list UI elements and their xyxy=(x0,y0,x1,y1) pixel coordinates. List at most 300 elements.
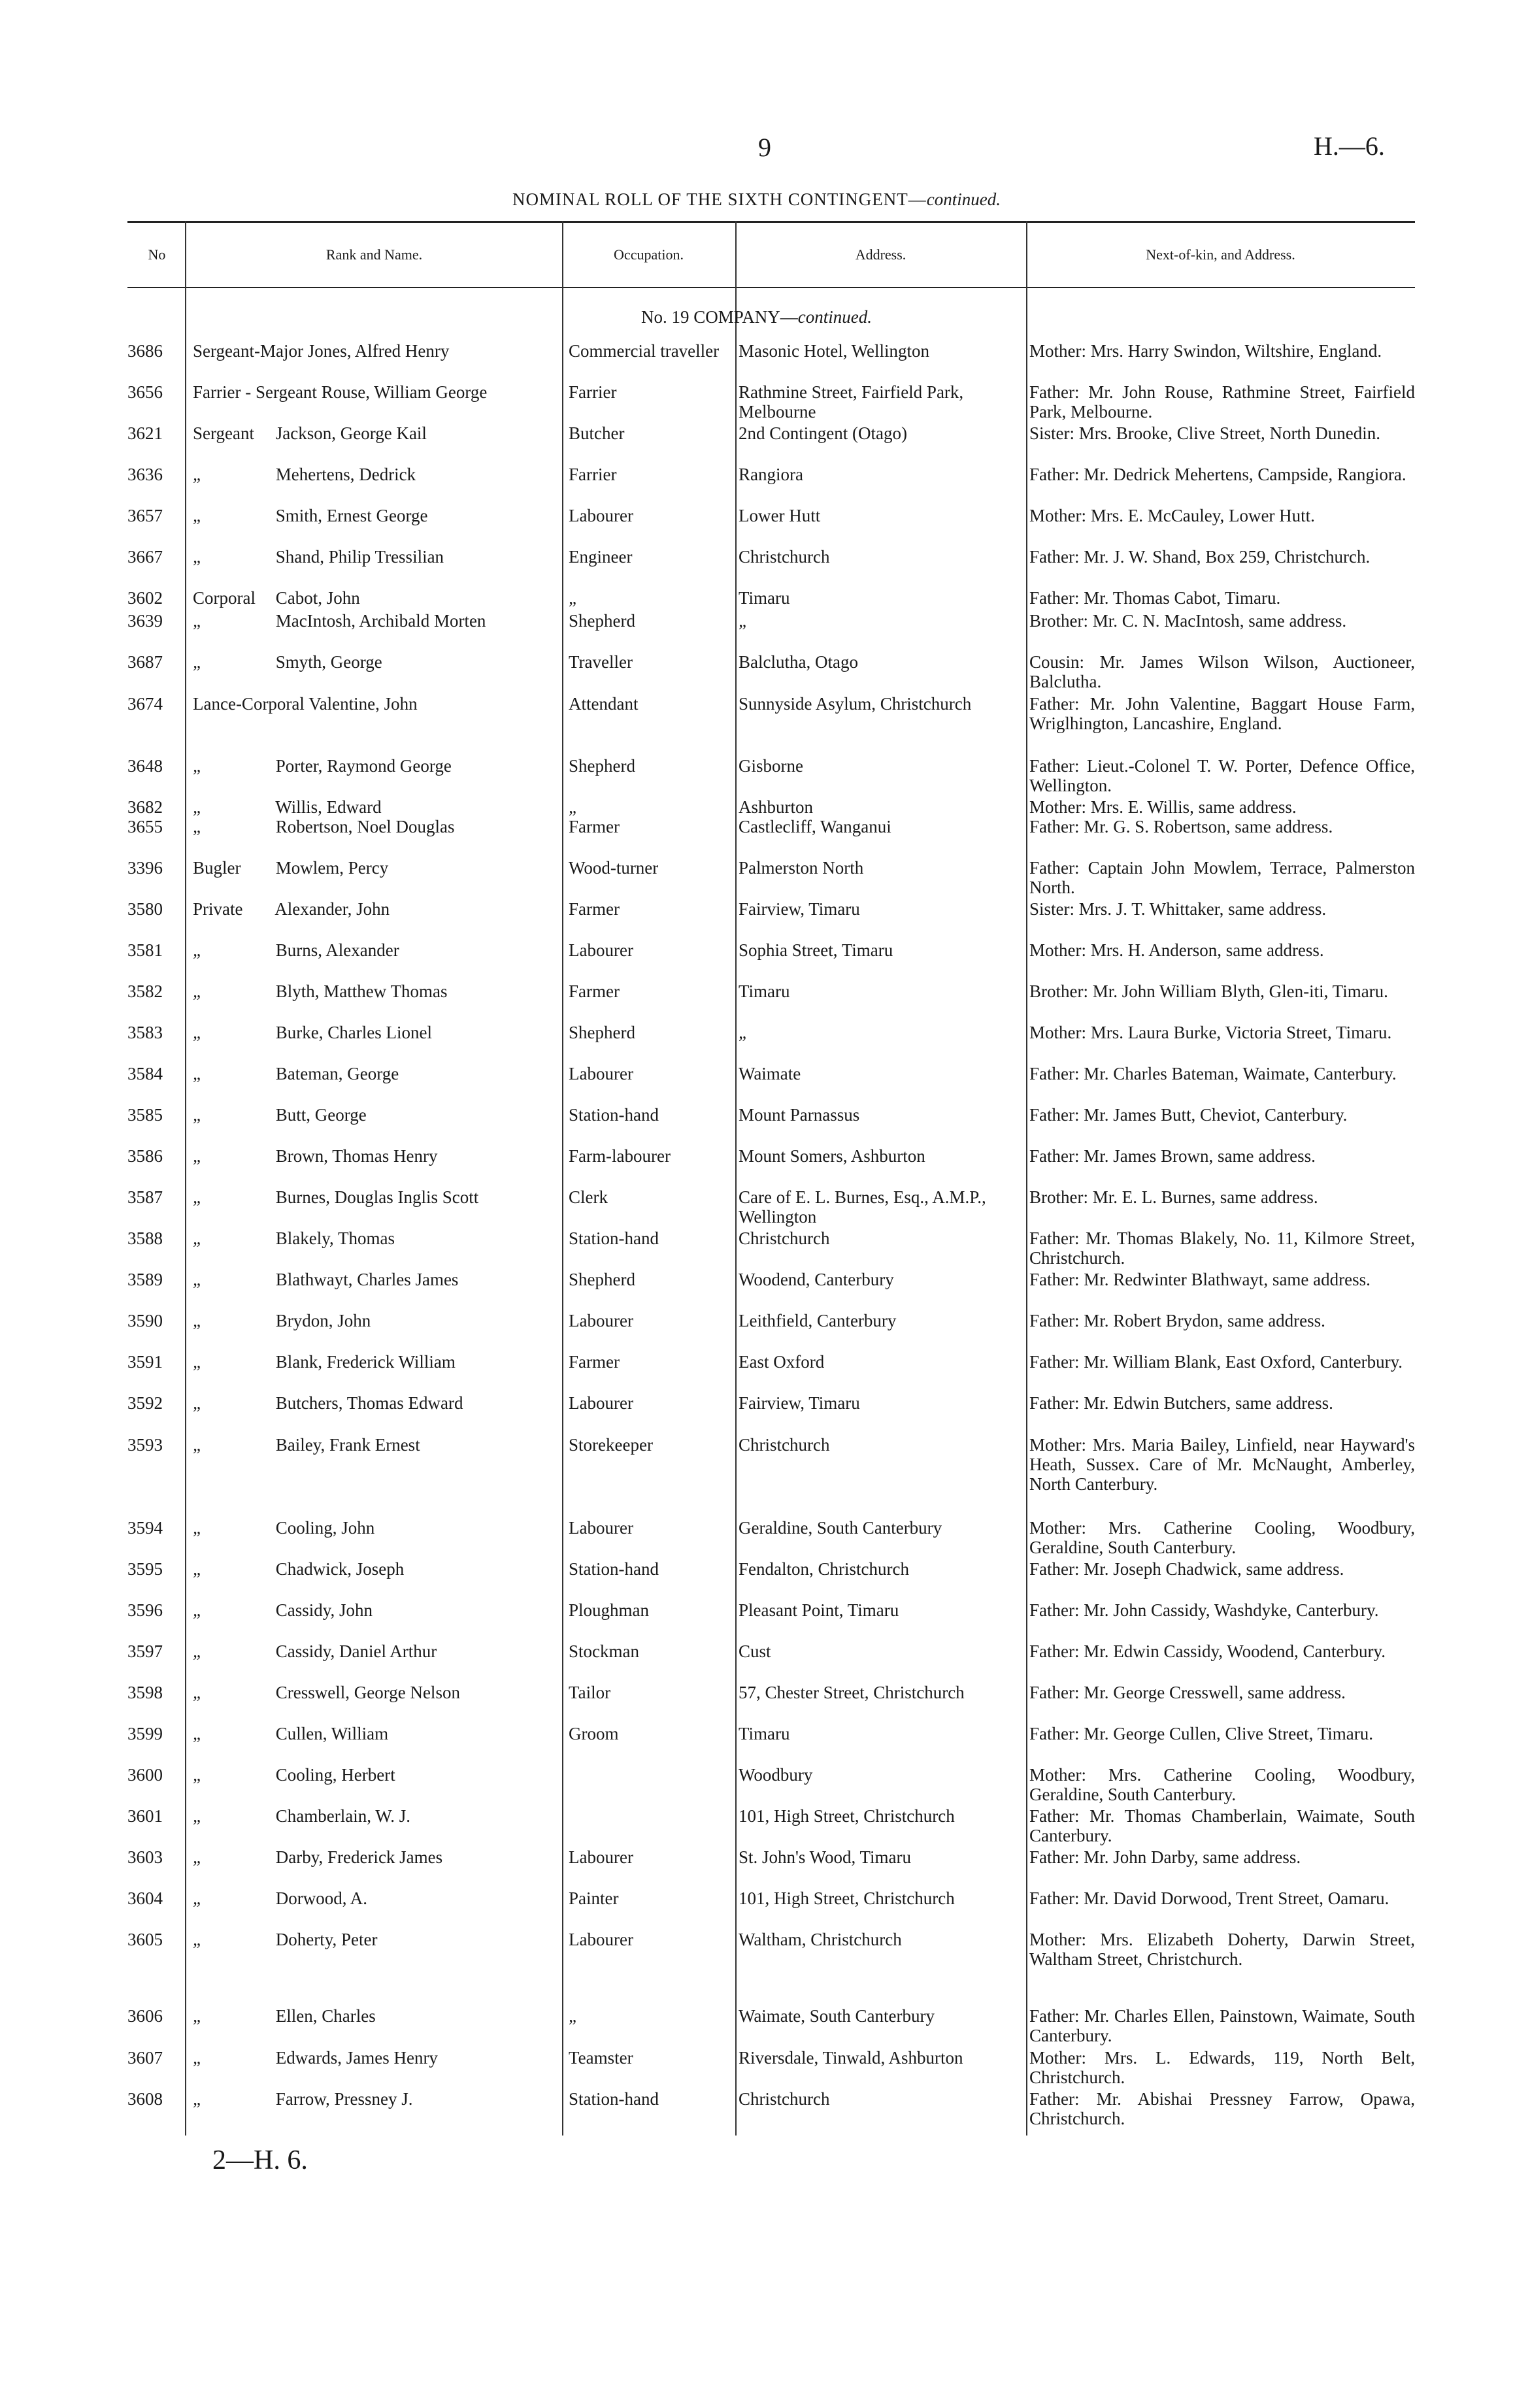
rank-and-name-cell xyxy=(193,547,559,567)
rank: „ xyxy=(193,817,203,836)
occupation-cell: Farm-labourer xyxy=(569,1146,671,1166)
soldier-name: Brown, Thomas Henry xyxy=(275,1146,438,1166)
service-number-cell: 3592 xyxy=(127,1393,163,1413)
occupation-cell: Farrier xyxy=(569,465,617,484)
next-of-kin-cell: Father: Mr. James Butt, Cheviot, Canterbury. xyxy=(1029,1105,1348,1125)
rank-and-name-cell xyxy=(193,940,559,960)
service-number-cell: 3621 xyxy=(127,423,163,443)
rank-and-name-cell xyxy=(193,1229,559,1248)
address-cell: Waimate, South Canterbury xyxy=(739,2006,935,2026)
service-number-cell: 3607 xyxy=(127,2048,163,2068)
rank-and-name-cell xyxy=(193,1146,559,1166)
address-cell: „ xyxy=(739,611,749,631)
rank: „ xyxy=(193,797,203,817)
soldier-name: Burke, Charles Lionel xyxy=(275,1023,432,1042)
address-cell: Gisborne xyxy=(739,756,803,776)
rank-and-name-cell xyxy=(193,2006,559,2026)
column-header-no: No xyxy=(148,246,166,263)
next-of-kin-cell: Father: Mr. Dedrick Mehertens, Campside, Rangiora. xyxy=(1029,465,1406,484)
rank: Farrier - Sergeant xyxy=(193,382,317,402)
rank-and-name-cell xyxy=(193,611,559,631)
next-of-kin-cell: Father: Mr. John Rouse, Rathmine Street, Fairfield Park, Melbourne. xyxy=(1029,382,1415,421)
service-number-cell: 3598 xyxy=(127,1683,163,1702)
service-number-cell: 3667 xyxy=(127,547,163,567)
rank-and-name-cell xyxy=(193,1435,559,1455)
next-of-kin-cell: Father: Mr. George Cullen, Clive Street, Timaru. xyxy=(1029,1724,1373,1743)
soldier-name: Butt, George xyxy=(275,1105,367,1125)
occupation-cell: Shepherd xyxy=(569,1023,635,1042)
next-of-kin-cell: Mother: Mrs. H. Anderson, same address. xyxy=(1029,940,1324,960)
rank-and-name-cell xyxy=(193,1270,559,1289)
service-number-cell: 3590 xyxy=(127,1311,163,1330)
rank: „ xyxy=(193,2089,203,2109)
rank-and-name-cell xyxy=(193,1311,559,1330)
next-of-kin-cell: Father: Mr. Edwin Butchers, same address. xyxy=(1029,1393,1333,1413)
service-number-cell: 3583 xyxy=(127,1023,163,1042)
soldier-name: Blakely, Thomas xyxy=(275,1229,395,1248)
rank: „ xyxy=(193,1641,203,1661)
soldier-name: Burnes, Douglas Inglis Scott xyxy=(275,1187,479,1207)
address-cell: Balclutha, Otago xyxy=(739,652,858,672)
address-cell: Christchurch xyxy=(739,2089,830,2109)
rank: Sergeant-Major xyxy=(193,341,303,361)
service-number-cell: 3586 xyxy=(127,1146,163,1166)
occupation-cell: Traveller xyxy=(569,652,633,672)
next-of-kin-cell: Mother: Mrs. Maria Bailey, Linfield, near Hayward's Heath, Sussex. Care of Mr. McNaught, Amberley, North Canterbury. xyxy=(1029,1435,1415,1494)
column-header-name: Rank and Name. xyxy=(325,246,423,263)
rank-and-name-cell xyxy=(193,1930,559,1949)
next-of-kin-cell: Father: Mr. Redwinter Blathwayt, same address. xyxy=(1029,1270,1371,1289)
rank-and-name-cell xyxy=(193,652,559,672)
soldier-name: Edwards, James Henry xyxy=(275,2048,438,2068)
document-reference: H.—6. xyxy=(1314,131,1385,161)
rank-and-name-cell xyxy=(193,382,559,402)
occupation-cell: Wood-turner xyxy=(569,858,659,878)
next-of-kin-cell: Father: Mr. Charles Bateman, Waimate, Canterbury. xyxy=(1029,1064,1397,1083)
occupation-cell: Labourer xyxy=(569,1393,633,1413)
soldier-name: Jones, Alfred Henry xyxy=(307,341,450,361)
occupation-cell: „ xyxy=(569,2006,579,2026)
rank: „ xyxy=(193,465,203,484)
address-cell: Woodend, Canterbury xyxy=(739,1270,894,1289)
occupation-cell: Labourer xyxy=(569,506,633,525)
rank: Lance-Corporal xyxy=(193,694,305,714)
roll-table-header xyxy=(127,221,1415,288)
occupation-cell: Labourer xyxy=(569,1064,633,1083)
rank: „ xyxy=(193,1187,203,1207)
rank: „ xyxy=(193,2006,203,2026)
address-cell: Lower Hutt xyxy=(739,506,821,525)
address-cell: Pleasant Point, Timaru xyxy=(739,1600,899,1620)
occupation-cell: Attendant xyxy=(569,694,639,714)
occupation-cell: Labourer xyxy=(569,1518,633,1538)
rank-and-name-cell xyxy=(193,341,559,361)
address-cell: Leithfield, Canterbury xyxy=(739,1311,897,1330)
occupation-cell: Teamster xyxy=(569,2048,633,2068)
address-cell: Christchurch xyxy=(739,1229,830,1248)
occupation-cell: Butcher xyxy=(569,423,625,443)
next-of-kin-cell: Mother: Mrs. E. McCauley, Lower Hutt. xyxy=(1029,506,1315,525)
rank-and-name-cell xyxy=(193,1765,559,1785)
soldier-name: Shand, Philip Tressilian xyxy=(275,547,444,567)
service-number-cell: 3657 xyxy=(127,506,163,525)
rank-and-name-cell xyxy=(193,694,559,714)
rank-and-name-cell xyxy=(193,1806,559,1826)
service-number-cell: 3606 xyxy=(127,2006,163,2026)
column-header-next-of-kin: Next-of-kin, and Address. xyxy=(1146,246,1295,263)
service-number-cell: 3582 xyxy=(127,981,163,1001)
service-number-cell: 3682 xyxy=(127,797,163,817)
rank-and-name-cell xyxy=(193,1064,559,1083)
service-number-cell: 3600 xyxy=(127,1765,163,1785)
service-number-cell: 3595 xyxy=(127,1559,163,1579)
service-number-cell: 3584 xyxy=(127,1064,163,1083)
next-of-kin-cell: Brother: Mr. John William Blyth, Glen-iti, Timaru. xyxy=(1029,981,1388,1001)
rank: „ xyxy=(193,1146,203,1166)
rank: „ xyxy=(193,940,203,960)
soldier-name: Farrow, Pressney J. xyxy=(275,2089,413,2109)
next-of-kin-cell: Father: Mr. George Cresswell, same address. xyxy=(1029,1683,1346,1702)
rank-and-name-cell xyxy=(193,1724,559,1743)
occupation-cell: Clerk xyxy=(569,1187,608,1207)
occupation-cell: Stockman xyxy=(569,1641,639,1661)
rank-and-name-cell xyxy=(193,797,559,817)
occupation-cell: „ xyxy=(569,588,579,608)
rank: „ xyxy=(193,1229,203,1248)
next-of-kin-cell: Father: Mr. Thomas Blakely, No. 11, Kilmore Street, Christchurch. xyxy=(1029,1229,1415,1268)
address-cell: 101, High Street, Christchurch xyxy=(739,1806,955,1826)
address-cell: Geraldine, South Canterbury xyxy=(739,1518,942,1538)
rank: Bugler xyxy=(193,858,241,878)
occupation-cell: Storekeeper xyxy=(569,1435,653,1455)
occupation-cell: Labourer xyxy=(569,940,633,960)
soldier-name: Alexander, John xyxy=(274,899,390,919)
soldier-name: Burns, Alexander xyxy=(275,940,399,960)
occupation-cell: Groom xyxy=(569,1724,619,1743)
rank: „ xyxy=(193,1393,203,1413)
address-cell: Waimate xyxy=(739,1064,801,1083)
soldier-name: Porter, Raymond George xyxy=(275,756,452,776)
rank-and-name-cell xyxy=(193,817,559,836)
rank-and-name-cell xyxy=(193,899,559,919)
occupation-cell: Farrier xyxy=(569,382,617,402)
next-of-kin-cell: Father: Mr. John Cassidy, Washdyke, Canterbury. xyxy=(1029,1600,1379,1620)
occupation-cell: Farmer xyxy=(569,817,620,836)
rank-and-name-cell xyxy=(193,1352,559,1372)
rank: „ xyxy=(193,506,203,525)
soldier-name: Cooling, Herbert xyxy=(275,1765,395,1785)
rank: „ xyxy=(193,1559,203,1579)
soldier-name: Cooling, John xyxy=(275,1518,375,1538)
rank-and-name-cell xyxy=(193,2048,559,2068)
address-cell: Palmerston North xyxy=(739,858,864,878)
next-of-kin-cell: Mother: Mrs. Laura Burke, Victoria Street, Timaru. xyxy=(1029,1023,1392,1042)
next-of-kin-cell: Father: Mr. Abishai Pressney Farrow, Opawa, Christchurch. xyxy=(1029,2089,1415,2128)
next-of-kin-cell: Father: Mr. Thomas Chamberlain, Waimate, South Canterbury. xyxy=(1029,1806,1415,1845)
next-of-kin-cell: Mother: Mrs. Catherine Cooling, Woodbury, Geraldine, South Canterbury. xyxy=(1029,1518,1415,1557)
rank: „ xyxy=(193,547,203,567)
service-number-cell: 3589 xyxy=(127,1270,163,1289)
address-cell: Mount Parnassus xyxy=(739,1105,860,1125)
address-cell: Rathmine Street, Fairfield Park, Melbourne xyxy=(739,382,964,421)
rank: „ xyxy=(193,1930,203,1949)
service-number-cell: 3593 xyxy=(127,1435,163,1455)
rank-and-name-cell xyxy=(193,465,559,484)
rank: Corporal xyxy=(193,588,256,608)
rank-and-name-cell xyxy=(193,1023,559,1042)
next-of-kin-cell: Father: Mr. Charles Ellen, Painstown, Waimate, South Canterbury. xyxy=(1029,2006,1415,2045)
next-of-kin-cell: Father: Mr. G. S. Robertson, same address. xyxy=(1029,817,1333,836)
address-cell: Care of E. L. Burnes, Esq., A.M.P., Wellington xyxy=(739,1187,986,1227)
rank: „ xyxy=(193,1888,203,1908)
soldier-name: Mehertens, Dedrick xyxy=(275,465,416,484)
service-number-cell: 3596 xyxy=(127,1600,163,1620)
service-number-cell: 3585 xyxy=(127,1105,163,1125)
address-cell: St. John's Wood, Timaru xyxy=(739,1847,912,1867)
occupation-cell: Commercial traveller xyxy=(569,341,720,361)
service-number-cell: 3594 xyxy=(127,1518,163,1538)
soldier-name: Jackson, George Kail xyxy=(275,423,427,443)
rank: „ xyxy=(193,1064,203,1083)
rank: „ xyxy=(193,1105,203,1125)
service-number-cell: 3656 xyxy=(127,382,163,402)
soldier-name: Cullen, William xyxy=(275,1724,389,1743)
occupation-cell: „ xyxy=(569,797,579,817)
rank: „ xyxy=(193,1724,203,1743)
next-of-kin-cell: Cousin: Mr. James Wilson Wilson, Auctioneer, Balclutha. xyxy=(1029,652,1415,691)
page-number: 9 xyxy=(758,133,771,162)
rank: „ xyxy=(193,1352,203,1372)
rank-and-name-cell xyxy=(193,1559,559,1579)
address-cell: Masonic Hotel, Wellington xyxy=(739,341,930,361)
rank-and-name-cell xyxy=(193,1105,559,1125)
address-cell: Woodbury xyxy=(739,1765,813,1785)
column-rule xyxy=(562,221,563,2136)
address-cell: Timaru xyxy=(739,981,790,1001)
rank-and-name-cell xyxy=(193,423,559,443)
service-number-cell: 3603 xyxy=(127,1847,163,1867)
service-number-cell: 3655 xyxy=(127,817,163,836)
next-of-kin-cell: Father: Mr. Thomas Cabot, Timaru. xyxy=(1029,588,1281,608)
service-number-cell: 3580 xyxy=(127,899,163,919)
address-cell: Christchurch xyxy=(739,547,830,567)
address-cell: „ xyxy=(739,1023,749,1042)
rank: Private xyxy=(193,899,243,919)
service-number-cell: 3601 xyxy=(127,1806,163,1826)
rank: „ xyxy=(193,981,203,1001)
next-of-kin-cell: Father: Mr. J. W. Shand, Box 259, Christchurch. xyxy=(1029,547,1371,567)
service-number-cell: 3587 xyxy=(127,1187,163,1207)
service-number-cell: 3687 xyxy=(127,652,163,672)
service-number-cell: 3648 xyxy=(127,756,163,776)
rank-and-name-cell xyxy=(193,1393,559,1413)
rank: „ xyxy=(193,1806,203,1826)
rank: „ xyxy=(193,1847,203,1867)
soldier-name: Cassidy, John xyxy=(275,1600,373,1620)
rank-and-name-cell xyxy=(193,858,559,878)
soldier-name: Cabot, John xyxy=(275,588,360,608)
address-cell: Fendalton, Christchurch xyxy=(739,1559,909,1579)
next-of-kin-cell: Sister: Mrs. Brooke, Clive Street, North Dunedin. xyxy=(1029,423,1380,443)
occupation-cell: Ploughman xyxy=(569,1600,650,1620)
rank-and-name-cell xyxy=(193,981,559,1001)
roll-title-main: NOMINAL ROLL OF THE SIXTH CONTINGENT— xyxy=(512,190,927,209)
next-of-kin-cell: Brother: Mr. E. L. Burnes, same address. xyxy=(1029,1187,1318,1207)
occupation-cell: Shepherd xyxy=(569,1270,635,1289)
address-cell: Ashburton xyxy=(739,797,813,817)
rank: „ xyxy=(193,1270,203,1289)
rank: „ xyxy=(193,1435,203,1455)
rank-and-name-cell xyxy=(193,506,559,525)
soldier-name: Butchers, Thomas Edward xyxy=(275,1393,463,1413)
rank-and-name-cell xyxy=(193,1683,559,1702)
occupation-cell: Labourer xyxy=(569,1930,633,1949)
soldier-name: Blyth, Matthew Thomas xyxy=(275,981,448,1001)
footer-code: 2—H. 6. xyxy=(212,2145,308,2175)
occupation-cell: Shepherd xyxy=(569,611,635,631)
address-cell: Cust xyxy=(739,1641,771,1661)
next-of-kin-cell: Father: Mr. James Brown, same address. xyxy=(1029,1146,1316,1166)
occupation-cell: Station-hand xyxy=(569,2089,659,2109)
next-of-kin-cell: Father: Mr. Robert Brydon, same address. xyxy=(1029,1311,1325,1330)
next-of-kin-cell: Mother: Mrs. Harry Swindon, Wiltshire, England. xyxy=(1029,341,1382,361)
soldier-name: Doherty, Peter xyxy=(275,1930,378,1949)
soldier-name: Willis, Edward xyxy=(275,797,382,817)
next-of-kin-cell: Father: Lieut.-Colonel T. W. Porter, Defence Office, Wellington. xyxy=(1029,756,1415,795)
next-of-kin-cell: Father: Mr. John Valentine, Baggart House Farm, Wriglhington, Lancashire, England. xyxy=(1029,694,1415,733)
address-cell: Christchurch xyxy=(739,1435,830,1455)
service-number-cell: 3608 xyxy=(127,2089,163,2109)
rank: „ xyxy=(193,756,203,776)
soldier-name: Robertson, Noel Douglas xyxy=(275,817,455,836)
rank-and-name-cell xyxy=(193,1187,559,1207)
next-of-kin-cell: Sister: Mrs. J. T. Whittaker, same address. xyxy=(1029,899,1327,919)
next-of-kin-cell: Mother: Mrs. Elizabeth Doherty, Darwin Street, Waltham Street, Christchurch. xyxy=(1029,1930,1415,1969)
rank: „ xyxy=(193,1518,203,1538)
next-of-kin-cell: Brother: Mr. C. N. MacIntosh, same address. xyxy=(1029,611,1347,631)
address-cell: 57, Chester Street, Christchurch xyxy=(739,1683,965,1702)
service-number-cell: 3686 xyxy=(127,341,163,361)
address-cell: Riversdale, Tinwald, Ashburton xyxy=(739,2048,963,2068)
next-of-kin-cell: Father: Captain John Mowlem, Terrace, Palmerston North. xyxy=(1029,858,1415,897)
rank-and-name-cell xyxy=(193,1847,559,1867)
column-rule xyxy=(735,221,737,2136)
next-of-kin-cell: Mother: Mrs. L. Edwards, 119, North Belt, Christchurch. xyxy=(1029,2048,1415,2087)
occupation-cell: Farmer xyxy=(569,981,620,1001)
soldier-name: Bateman, George xyxy=(275,1064,399,1083)
address-cell: Waltham, Christchurch xyxy=(739,1930,902,1949)
rank-and-name-cell xyxy=(193,1518,559,1538)
rank: „ xyxy=(193,1311,203,1330)
rank: „ xyxy=(193,1023,203,1042)
rank-and-name-cell xyxy=(193,756,559,776)
company-heading-main: No. 19 COMPANY— xyxy=(640,307,798,327)
service-number-cell: 3597 xyxy=(127,1641,163,1661)
service-number-cell: 3605 xyxy=(127,1930,163,1949)
service-number-cell: 3591 xyxy=(127,1352,163,1372)
rank-and-name-cell xyxy=(193,1600,559,1620)
column-header-occupation: Occupation. xyxy=(614,246,684,263)
next-of-kin-cell: Father: Mr. Edwin Cassidy, Woodend, Canterbury. xyxy=(1029,1641,1386,1661)
soldier-name: Smith, Ernest George xyxy=(275,506,428,525)
occupation-cell: Painter xyxy=(569,1888,619,1908)
roll-title-continued: continued. xyxy=(926,190,1001,209)
soldier-name: MacIntosh, Archibald Morten xyxy=(275,611,486,631)
service-number-cell: 3639 xyxy=(127,611,163,631)
occupation-cell: Station-hand xyxy=(569,1559,659,1579)
rank: „ xyxy=(193,1683,203,1702)
address-cell: Sophia Street, Timaru xyxy=(739,940,893,960)
next-of-kin-cell: Father: Mr. William Blank, East Oxford, Canterbury. xyxy=(1029,1352,1403,1372)
occupation-cell: Tailor xyxy=(569,1683,611,1702)
soldier-name: Dorwood, A. xyxy=(275,1888,367,1908)
address-cell: Fairview, Timaru xyxy=(739,899,860,919)
address-cell: Timaru xyxy=(739,1724,790,1743)
soldier-name: Ellen, Charles xyxy=(275,2006,376,2026)
rank: „ xyxy=(193,1765,203,1785)
rank-and-name-cell xyxy=(193,2089,559,2109)
soldier-name: Chamberlain, W. J. xyxy=(275,1806,410,1826)
soldier-name: Bailey, Frank Ernest xyxy=(275,1435,420,1455)
soldier-name: Blathwayt, Charles James xyxy=(275,1270,459,1289)
soldier-name: Blank, Frederick William xyxy=(275,1352,456,1372)
rank-and-name-cell xyxy=(193,1888,559,1908)
soldier-name: Brydon, John xyxy=(275,1311,371,1330)
rank: „ xyxy=(193,2048,203,2068)
address-cell: Timaru xyxy=(739,588,790,608)
occupation-cell: Labourer xyxy=(569,1847,633,1867)
soldier-name: Rouse, William George xyxy=(321,382,488,402)
occupation-cell: Labourer xyxy=(569,1311,633,1330)
column-header-address: Address. xyxy=(855,246,906,263)
occupation-cell: Station-hand xyxy=(569,1105,659,1125)
roll-title xyxy=(0,190,1513,210)
address-cell: 2nd Contingent (Otago) xyxy=(739,423,907,443)
soldier-name: Cresswell, George Nelson xyxy=(275,1683,460,1702)
column-rule xyxy=(1026,221,1027,2136)
occupation-cell: Station-hand xyxy=(569,1229,659,1248)
service-number-cell: 3602 xyxy=(127,588,163,608)
occupation-cell: Engineer xyxy=(569,547,633,567)
rank: „ xyxy=(193,652,203,672)
soldier-name: Chadwick, Joseph xyxy=(275,1559,405,1579)
service-number-cell: 3581 xyxy=(127,940,163,960)
next-of-kin-cell: Mother: Mrs. E. Willis, same address. xyxy=(1029,797,1297,817)
occupation-cell: Farmer xyxy=(569,1352,620,1372)
service-number-cell: 3599 xyxy=(127,1724,163,1743)
company-heading-continued: continued. xyxy=(797,307,873,327)
address-cell: Sunnyside Asylum, Christchurch xyxy=(739,694,972,714)
soldier-name: Smyth, George xyxy=(275,652,382,672)
address-cell: Castlecliff, Wanganui xyxy=(739,817,891,836)
soldier-name: Mowlem, Percy xyxy=(275,858,389,878)
service-number-cell: 3636 xyxy=(127,465,163,484)
rank: „ xyxy=(193,1600,203,1620)
address-cell: 101, High Street, Christchurch xyxy=(739,1888,955,1908)
rank: „ xyxy=(193,611,203,631)
address-cell: Rangiora xyxy=(739,465,803,484)
soldier-name: Cassidy, Daniel Arthur xyxy=(275,1641,437,1661)
soldier-name: Darby, Frederick James xyxy=(275,1847,443,1867)
next-of-kin-cell: Father: Mr. David Dorwood, Trent Street, Oamaru. xyxy=(1029,1888,1389,1908)
service-number-cell: 3604 xyxy=(127,1888,163,1908)
occupation-cell: Shepherd xyxy=(569,756,635,776)
address-cell: East Oxford xyxy=(739,1352,825,1372)
address-cell: Mount Somers, Ashburton xyxy=(739,1146,925,1166)
next-of-kin-cell: Father: Mr. John Darby, same address. xyxy=(1029,1847,1301,1867)
rank-and-name-cell xyxy=(193,1641,559,1661)
service-number-cell: 3588 xyxy=(127,1229,163,1248)
